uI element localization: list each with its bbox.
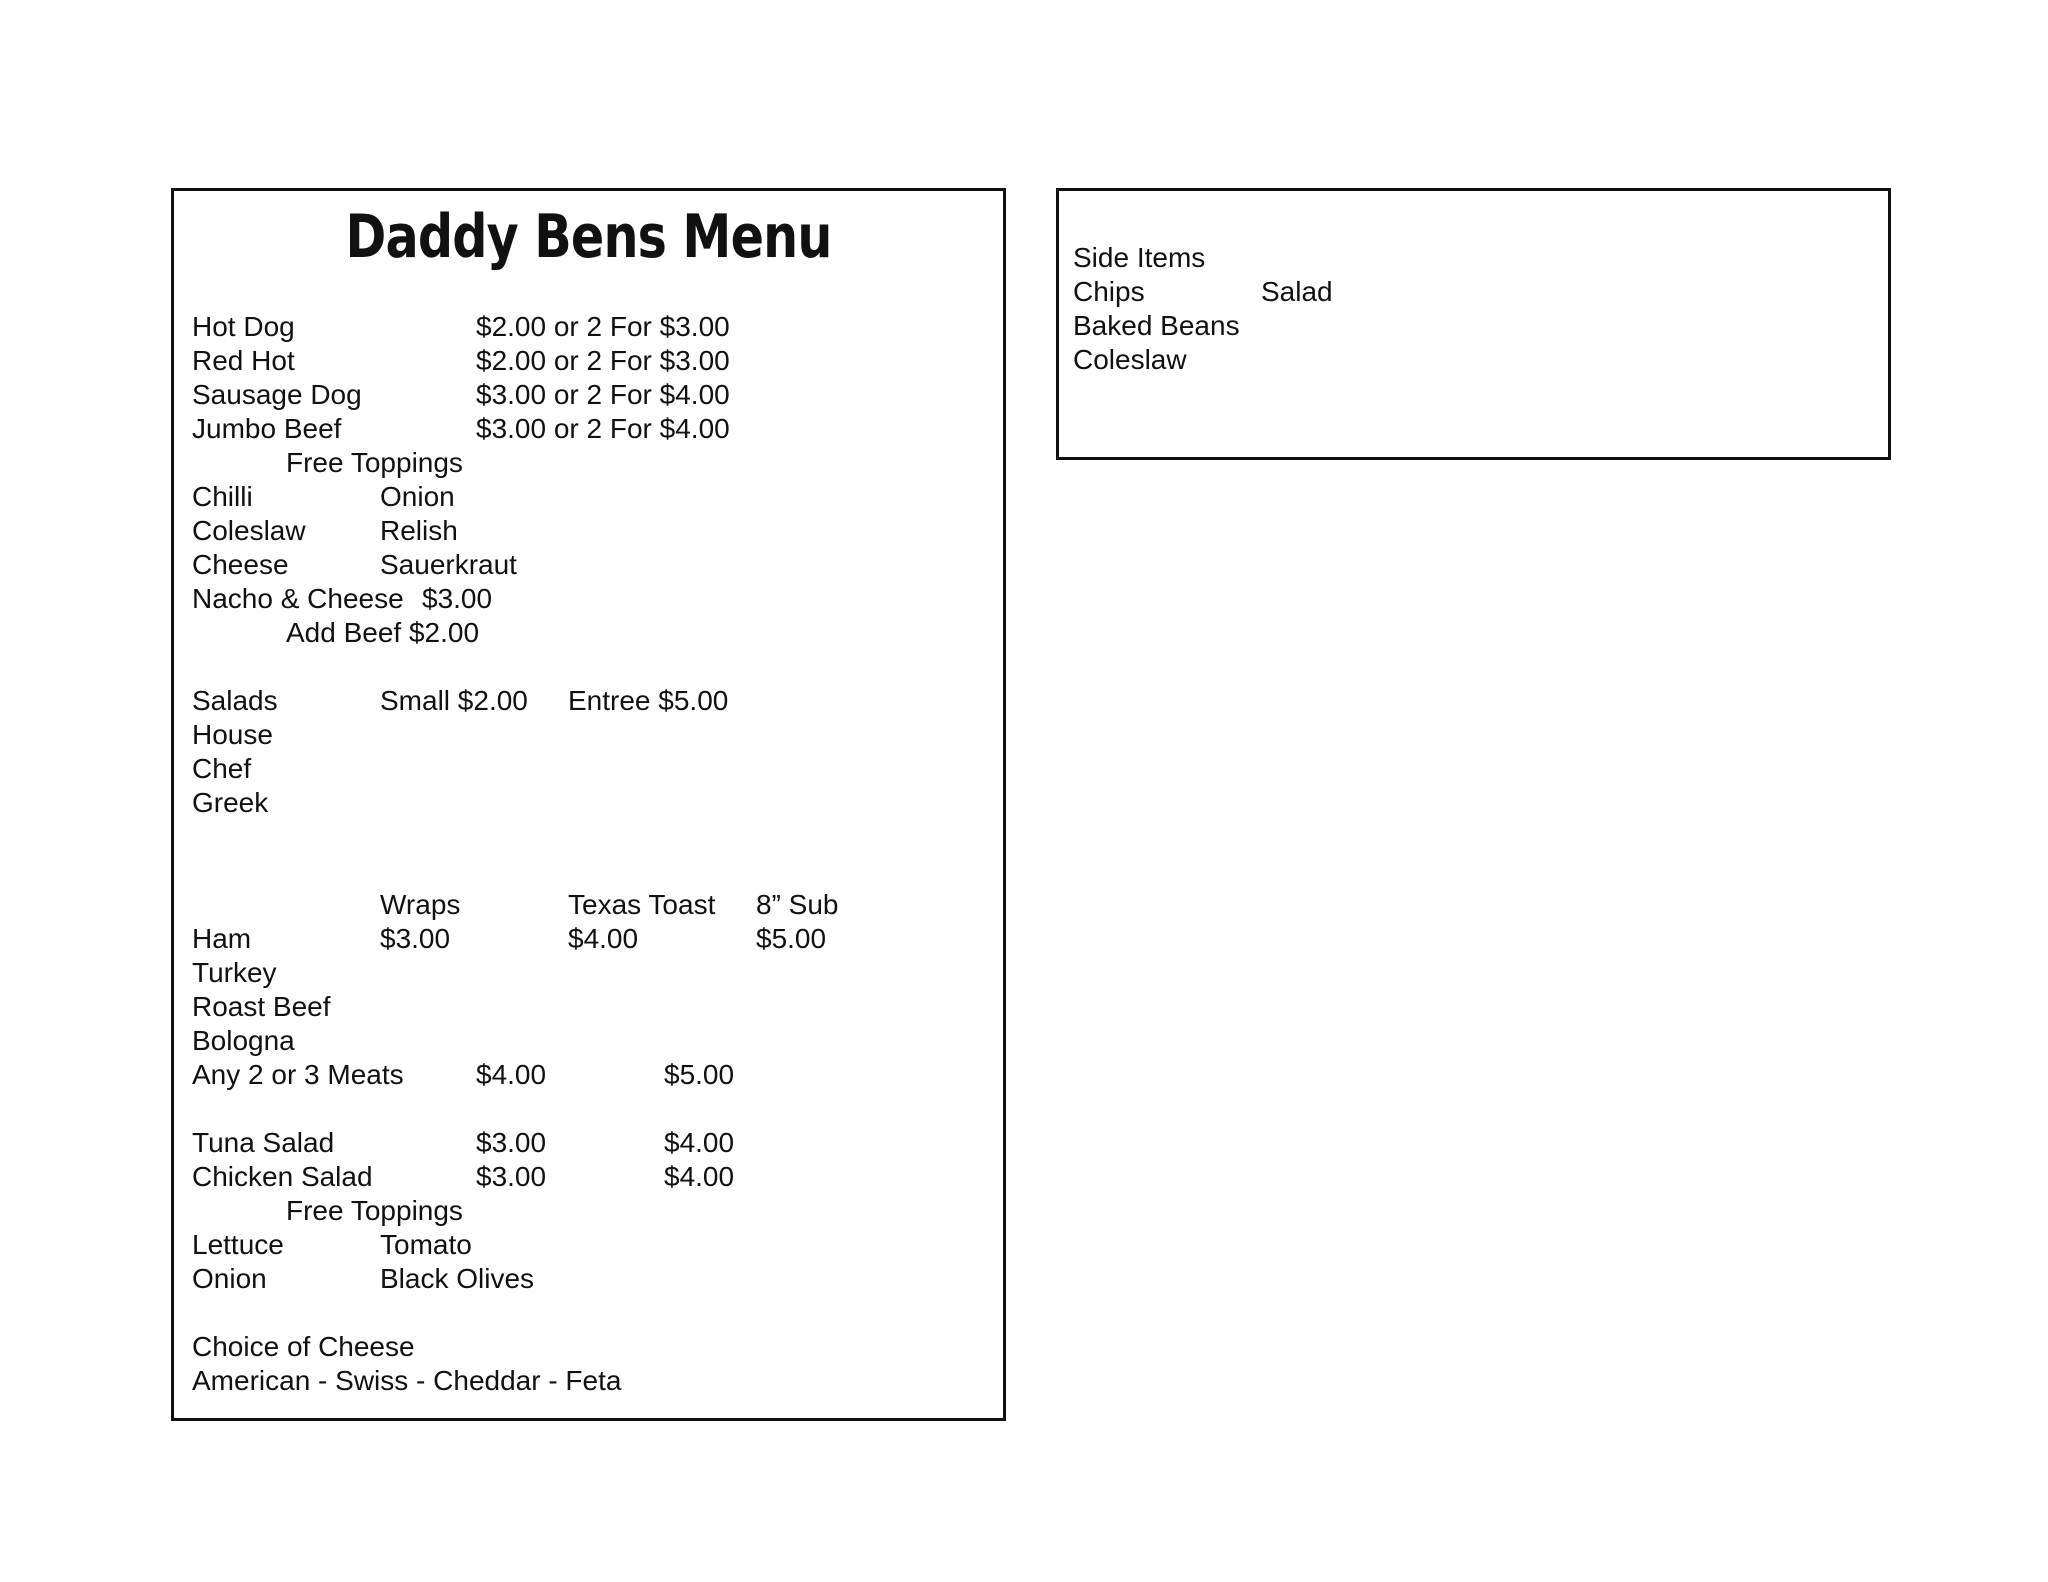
add-beef: Add Beef $2.00 [286,617,480,648]
topping-item: Sauerkraut [380,549,517,580]
sausage-dog-price: $3.00 or 2 For $4.00 [476,379,730,410]
col-texas-toast: Texas Toast [568,889,716,920]
cheese-heading: Choice of Cheese [192,1331,415,1362]
col-sub: 8” Sub [756,889,839,920]
hot-dog-name: Hot Dog [192,311,295,342]
salad-entree-price: Entree $5.00 [568,685,729,716]
ham-name: Ham [192,923,252,954]
free-toppings-label: Free Toppings [286,1195,463,1226]
topping-item: Onion [380,481,455,512]
menu-title: Daddy Bens Menu [345,202,832,272]
topping-item: Tomato [380,1229,472,1260]
side-item: Salad [1261,276,1333,307]
topping-item: Onion [192,1263,267,1294]
side-item: Coleslaw [1073,344,1187,375]
jumbo-beef-name: Jumbo Beef [192,413,342,444]
topping-item: Cheese [192,549,289,580]
ham-toast-price: $4.00 [568,923,639,954]
col-wraps: Wraps [380,889,461,920]
salad-item: Greek [192,787,269,818]
nacho-name: Nacho & Cheese [192,583,404,614]
tuna-price-1: $3.00 [476,1127,547,1158]
combo-name: Any 2 or 3 Meats [192,1059,404,1090]
meat-item: Bologna [192,1025,295,1056]
salad-item: House [192,719,273,750]
side-item: Chips [1073,276,1145,307]
main-menu-panel [171,188,1006,1421]
meat-item: Turkey [192,957,277,988]
tuna-name: Tuna Salad [192,1127,335,1158]
ham-wraps-price: $3.00 [380,923,451,954]
red-hot-name: Red Hot [192,345,295,376]
chicken-price-1: $3.00 [476,1161,547,1192]
jumbo-beef-price: $3.00 or 2 For $4.00 [476,413,730,444]
chicken-price-2: $4.00 [664,1161,735,1192]
ham-sub-price: $5.00 [756,923,827,954]
side-item: Baked Beans [1073,310,1240,341]
chicken-name: Chicken Salad [192,1161,373,1192]
combo-price-2: $5.00 [664,1059,735,1090]
topping-item: Coleslaw [192,515,306,546]
salad-item: Chef [192,753,252,784]
topping-item: Lettuce [192,1229,284,1260]
sausage-dog-name: Sausage Dog [192,379,362,410]
salad-small-price: Small $2.00 [380,685,528,716]
combo-price-1: $4.00 [476,1059,547,1090]
hot-dog-price: $2.00 or 2 For $3.00 [476,311,730,342]
salads-heading: Salads [192,685,278,716]
tuna-price-2: $4.00 [664,1127,735,1158]
nacho-price: $3.00 [422,583,493,614]
topping-item: Relish [380,515,458,546]
side-items-panel [1056,188,1891,460]
side-items-heading: Side Items [1073,242,1206,273]
topping-item: Black Olives [380,1263,535,1294]
topping-item: Chilli [192,481,253,512]
cheese-options: American - Swiss - Cheddar - Feta [192,1365,622,1396]
meat-item: Roast Beef [192,991,331,1022]
red-hot-price: $2.00 or 2 For $3.00 [476,345,730,376]
free-toppings-label: Free Toppings [286,447,463,478]
